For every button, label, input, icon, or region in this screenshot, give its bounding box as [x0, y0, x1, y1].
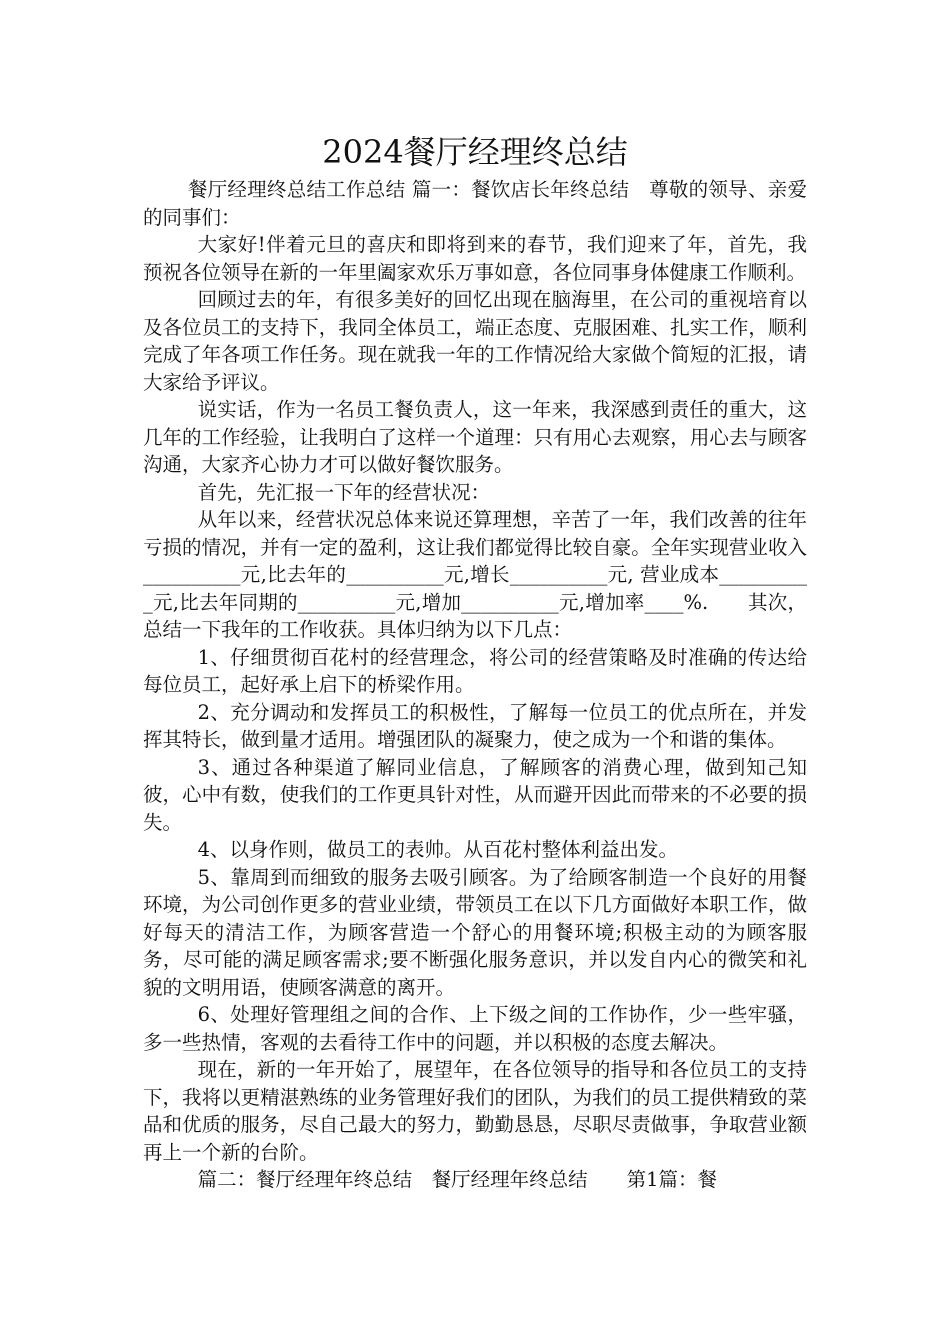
document-title: 2024餐厅经理终总结	[322, 133, 628, 171]
paragraph: 说实话，作为一名员工餐负责人，这一年来，我深感到责任的重大，这几年的工作经验，让我明白了这样一个道理：只有用心去观察，用心去与顾客沟通，大家齐心协力才可以做好餐饮服务。	[143, 398, 807, 476]
paragraph: 5、靠周到而细致的服务去吸引顾客。为了给顾客制造一个良好的用餐环境，为公司创作更多的营业业绩，带领员工在以下几方面做好本职工作，做好每天的清洁工作，为顾客营造一个舒心的用餐环境;积极主动的为顾客服务，尽可能的满足顾客需求;要不断强化服务意识，并以发自内心的微笑和礼貌的文明用语，使顾客满意的离开。	[143, 865, 807, 999]
paragraph: 1、仔细贯彻百花村的经营理念，将公司的经营策略及时准确的传达给每位员工，起好承上启下的桥梁作用。	[143, 645, 807, 696]
paragraph: 4、以身作则，做员工的表帅。从百花村整体利益出发。	[197, 838, 679, 861]
paragraph: 3、通过各种渠道了解同业信息，了解顾客的消费心理，做到知己知彼，心中有数，使我们的工作更具针对性，从而避开因此而带来的不必要的损失。	[143, 755, 807, 834]
paragraph: 餐厅经理终总结工作总结 篇一：餐饮店长年终总结 尊敬的领导、亲爱的同事们：	[143, 178, 807, 229]
paragraph: 首先，先汇报一下年的经营状况：	[197, 480, 491, 504]
paragraph: 大家好!伴着元旦的喜庆和即将到来的春节，我们迎来了年，首先，我预祝各位领导在新的一年里阖家欢乐万事如意，各位同事身体健康工作顺利。	[143, 233, 807, 284]
paragraph: 2、充分调动和发挥员工的积极性，了解每一位员工的优点所在，并发挥其特长，做到量才适用。增强团队的凝聚力，使之成为一个和谐的集体。	[143, 700, 807, 751]
paragraph: 6、处理好管理组之间的合作、上下级之间的工作协作，少一些牢骚，多一些热情，客观的去看待工作中的问题，并以积极的态度去解决。	[143, 1003, 807, 1054]
paragraph: 回顾过去的年，有很多美好的回忆出现在脑海里，在公司的重视培育以及各位员工的支持下，我同全体员工，端正态度、克服困难、扎实工作，顺利完成了年各项工作任务。现在就我一年的工作情况给大家做个简短的汇报，请大家给予评议。	[143, 288, 807, 394]
paragraph: 现在，新的一年开始了，展望年，在各位领导的指导和各位员工的支持下，我将以更精湛熟练的业务管理好我们的团队，为我们的员工提供精致的菜品和优质的服务，尽自己最大的努力，勤勤恳恳，尽职尽责做事，争取营业额再上一个新的台阶。	[143, 1058, 807, 1164]
paragraph: 从年以来，经营状况总体来说还算理想，辛苦了一年，我们改善的往年亏损的情况，并有一定的盈利，这让我们都觉得比较自豪。全年实现营业收入__________元,比去年的__________元,增长__________元, 营业成本__________元,比去年同期的__________元,增加__________元,增加率____%. 其次，总结一下我年的工作收获。具体归纳为以下几点：	[143, 508, 807, 641]
document-body	[143, 176, 807, 1194]
paragraph: 篇二：餐厅经理年终总结 餐厅经理年终总结 第1篇：餐	[197, 1168, 718, 1191]
